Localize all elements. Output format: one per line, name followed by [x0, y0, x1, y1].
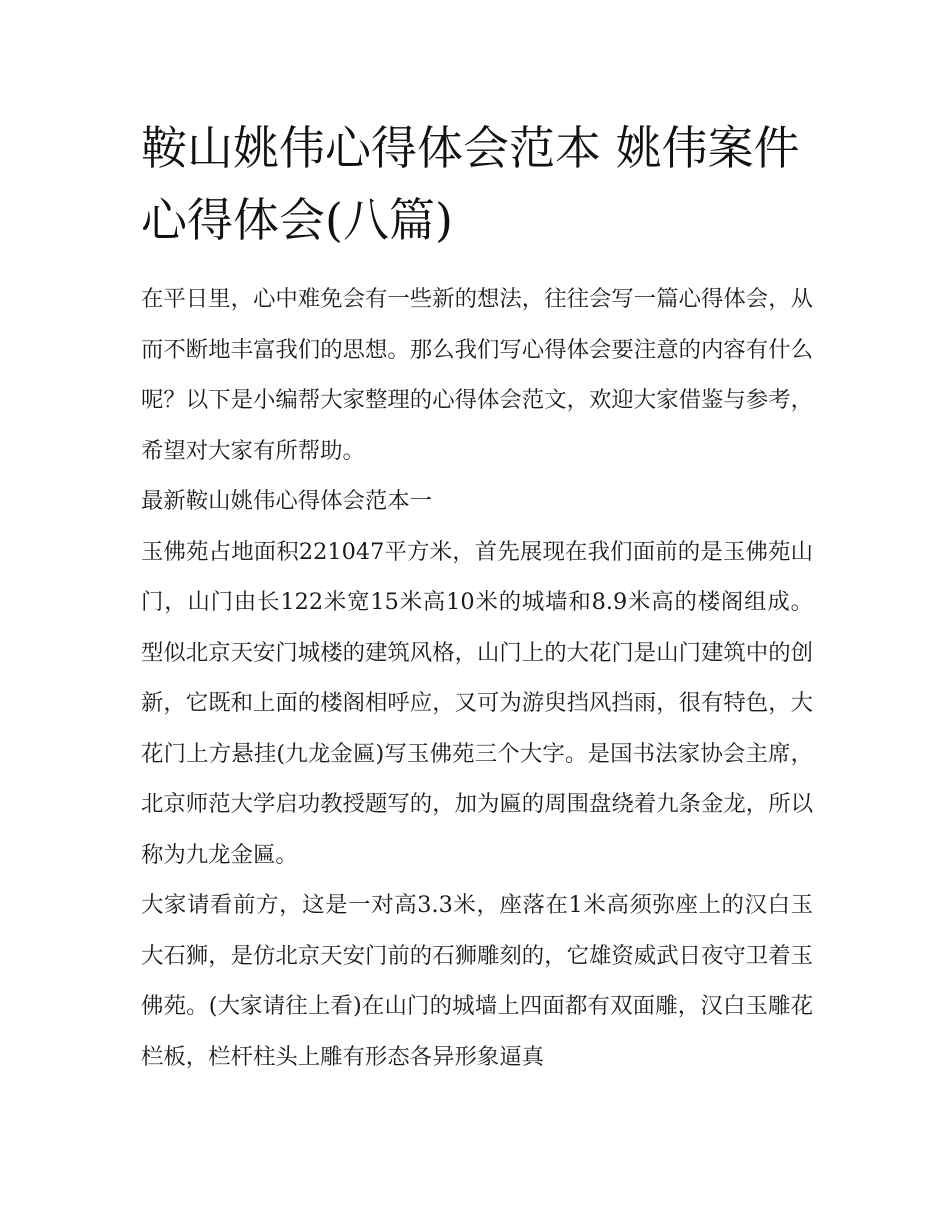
- document-title: 鞍山姚伟心得体会范本 姚伟案件心得体会(八篇): [141, 121, 800, 247]
- paragraph: 玉佛苑占地面积221047平方米，首先展现在我们面前的是玉佛苑山门，山门由长122米宽15米高10米的城墙和8.9米高的楼阁组成。型似北京天安门城楼的建筑风格，山门上的大花门是山门建筑中的创新，它既和上面的楼阁相呼应，又可为游臾挡风挡雨，很有特色，大花门上方悬挂(九龙金匾)写玉佛苑三个大字。是国书法家协会主席，北京师范大学启功教授题写的，加为匾的周围盘绕着九条金龙，所以称为九龙金匾。: [141, 538, 813, 868]
- document-body: [141, 274, 813, 1082]
- section-heading: 最新鞍山姚伟心得体会范本一: [141, 488, 433, 514]
- document-content: [141, 112, 813, 1082]
- paragraph-intro: 在平日里，心中难免会有一些新的想法，往往会写一篇心得体会，从而不断地丰富我们的思想。那么我们写心得体会要注意的内容有什么呢？以下是小编帮大家整理的心得体会范文，欢迎大家借鉴与参考，希望对大家有所帮助。: [141, 286, 813, 464]
- paragraph: 大家请看前方，这是一对高3.3米，座落在1米高须弥座上的汉白玉大石狮，是仿北京天安门前的石狮雕刻的，它雄资威武日夜守卫着玉佛苑。(大家请往上看)在山门的城墙上四面都有双面雕，汉白玉雕花栏板，栏杆柱头上雕有形态各异形象逼真: [141, 892, 813, 1070]
